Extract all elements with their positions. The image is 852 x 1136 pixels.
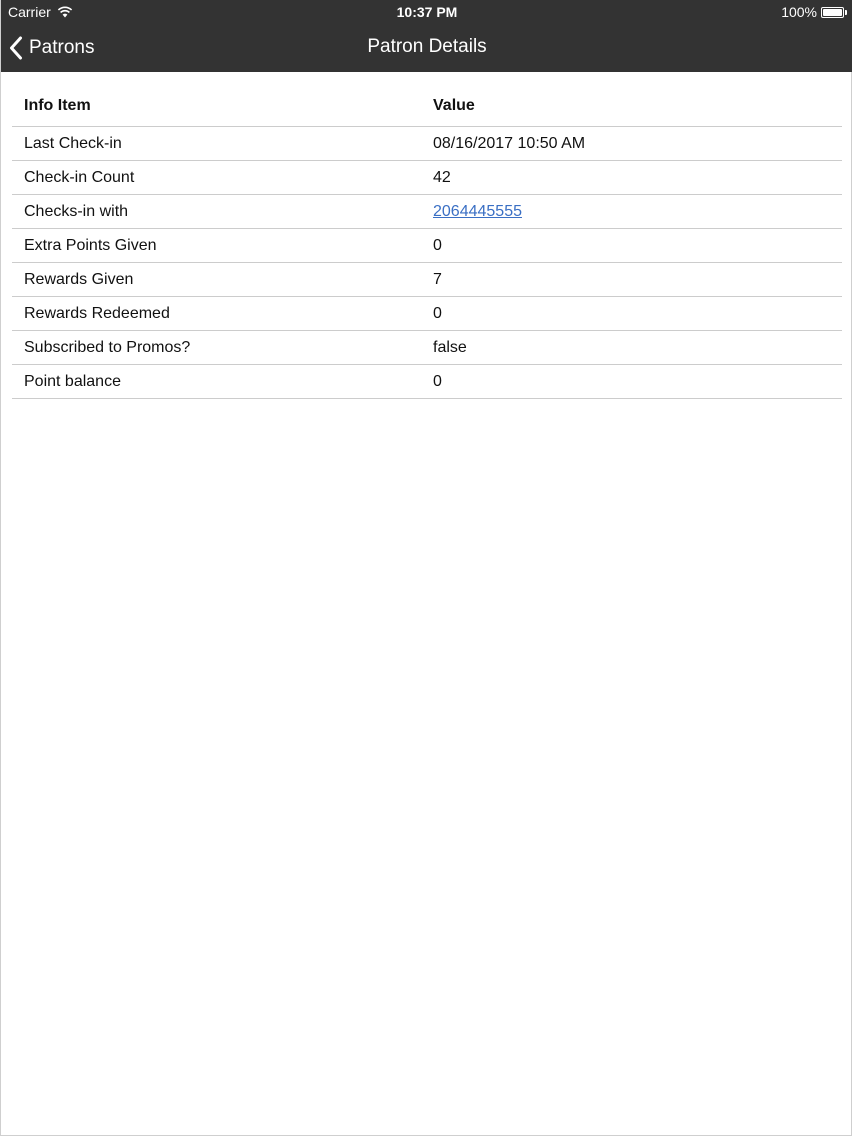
- table-row: [12, 229, 842, 263]
- info-item-cell: Check-in Count: [12, 161, 421, 195]
- table-row: [12, 365, 842, 399]
- value-cell: [421, 195, 842, 229]
- phone-number-link[interactable]: 2064445555: [433, 202, 522, 220]
- battery-percentage: 100%: [781, 4, 817, 20]
- table-header-row: [12, 86, 842, 127]
- page-title: Patron Details: [367, 36, 487, 57]
- top-bar: [1, 0, 852, 72]
- value-cell: false: [421, 331, 842, 365]
- value-cell: 08/16/2017 10:50 AM: [421, 127, 842, 161]
- value-cell: 0: [421, 297, 842, 331]
- status-battery: [781, 4, 847, 20]
- value-cell: 0: [421, 229, 842, 263]
- table-row: [12, 195, 842, 229]
- info-item-cell: Checks-in with: [12, 195, 421, 229]
- table-row: [12, 331, 842, 365]
- column-header-info-item: Info Item: [12, 86, 421, 127]
- battery-icon: [821, 7, 847, 18]
- table-row: [12, 127, 842, 161]
- info-item-cell: Extra Points Given: [12, 229, 421, 263]
- value-cell: 0: [421, 365, 842, 399]
- table-row: [12, 161, 842, 195]
- info-item-cell: Rewards Given: [12, 263, 421, 297]
- patron-details-table: [12, 86, 842, 399]
- table-row: [12, 297, 842, 331]
- back-button-label: Patrons: [29, 37, 95, 58]
- navigation-bar: [1, 24, 852, 72]
- value-cell: 42: [421, 161, 842, 195]
- table-row: [12, 263, 842, 297]
- status-time: 10:37 PM: [396, 4, 458, 20]
- info-item-cell: Point balance: [12, 365, 421, 399]
- info-item-cell: Subscribed to Promos?: [12, 331, 421, 365]
- carrier-label: Carrier: [8, 4, 51, 20]
- info-item-cell: Rewards Redeemed: [12, 297, 421, 331]
- column-header-value: Value: [421, 86, 842, 127]
- value-cell: 7: [421, 263, 842, 297]
- info-item-cell: Last Check-in: [12, 127, 421, 161]
- status-bar: [1, 0, 852, 24]
